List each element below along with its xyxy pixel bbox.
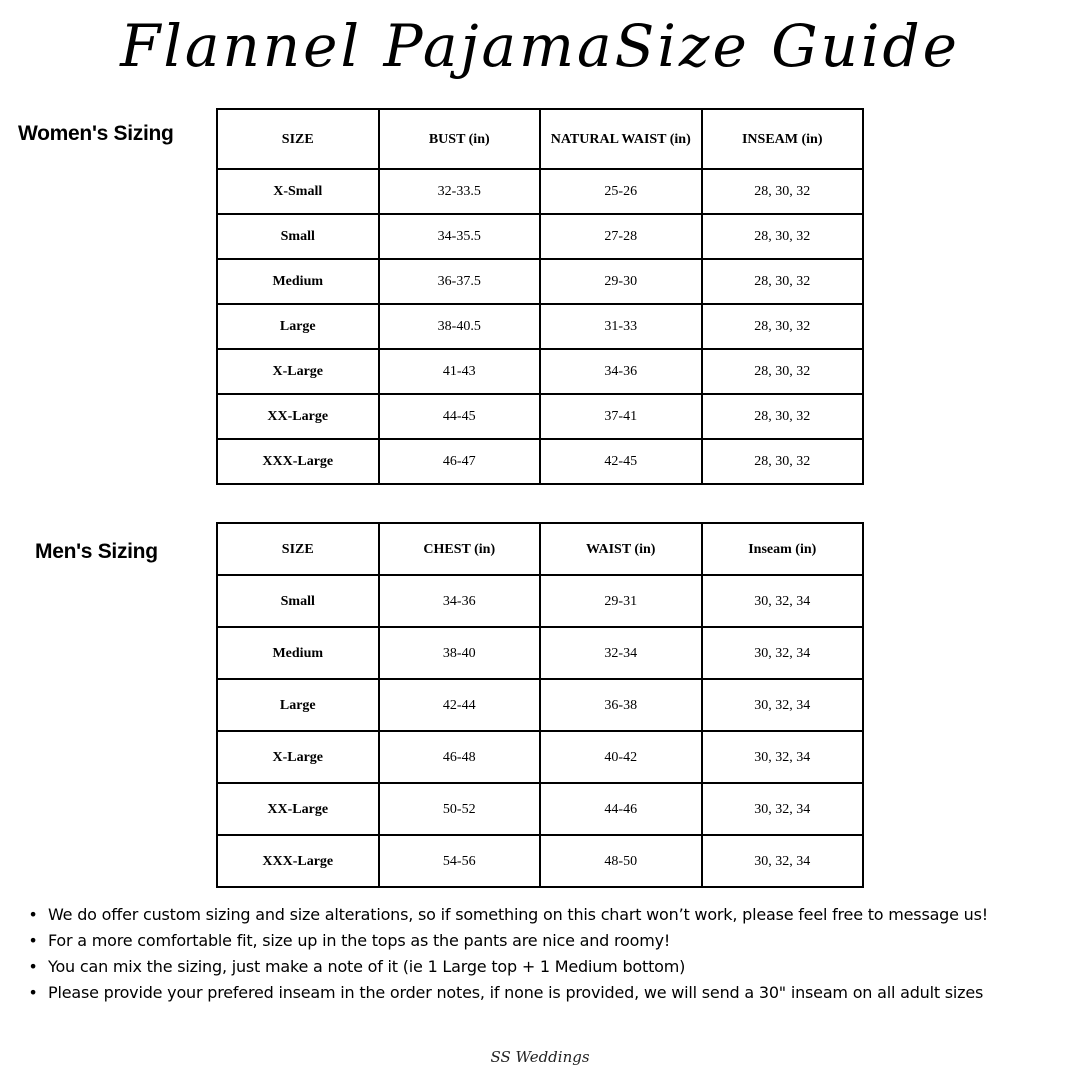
brand-footer: SS Weddings — [490, 1048, 590, 1066]
table-row — [217, 439, 863, 484]
inseam-cell: 30, 32, 34 — [702, 627, 864, 679]
inseam-cell: 28, 30, 32 — [702, 439, 864, 484]
chest-cell: 34-36 — [379, 575, 541, 627]
bust-cell: 46-47 — [379, 439, 541, 484]
table-row — [217, 214, 863, 259]
list-item — [18, 954, 988, 980]
size-cell: XXX-Large — [217, 439, 379, 484]
note-text: For a more comfortable fit, size up in the tops as the pants are nice and roomy! — [48, 931, 671, 950]
inseam-cell: 28, 30, 32 — [702, 169, 864, 214]
size-cell: Medium — [217, 627, 379, 679]
header-chest: CHEST (in) — [379, 523, 541, 575]
table-row — [217, 731, 863, 783]
waist-cell: 29-30 — [540, 259, 702, 304]
header-inseam: INSEAM (in) — [702, 109, 864, 169]
waist-cell: 42-45 — [540, 439, 702, 484]
header-waist: WAIST (in) — [540, 523, 702, 575]
chest-cell: 50-52 — [379, 783, 541, 835]
waist-cell: 32-34 — [540, 627, 702, 679]
waist-cell: 36-38 — [540, 679, 702, 731]
size-cell: Large — [217, 304, 379, 349]
inseam-cell: 28, 30, 32 — [702, 394, 864, 439]
note-text: You can mix the sizing, just make a note of it (ie 1 Large top + 1 Medium bottom) — [48, 957, 686, 976]
waist-cell: 29-31 — [540, 575, 702, 627]
table-row — [217, 394, 863, 439]
table-row — [217, 627, 863, 679]
women-section-label: Women's Sizing — [18, 122, 174, 145]
header-size: SIZE — [217, 109, 379, 169]
chest-cell: 54-56 — [379, 835, 541, 887]
bust-cell: 41-43 — [379, 349, 541, 394]
table-row — [217, 259, 863, 304]
women-size-table — [216, 108, 864, 485]
header-natural-waist: NATURAL WAIST (in) — [540, 109, 702, 169]
inseam-cell: 28, 30, 32 — [702, 304, 864, 349]
waist-cell: 27-28 — [540, 214, 702, 259]
bullet-icon: • — [28, 983, 38, 1002]
inseam-cell: 30, 32, 34 — [702, 731, 864, 783]
table-row — [217, 349, 863, 394]
bullet-icon: • — [28, 905, 38, 924]
notes-list — [18, 902, 988, 1006]
chest-cell: 46-48 — [379, 731, 541, 783]
men-section-label: Men's Sizing — [35, 540, 158, 563]
size-cell: XX-Large — [217, 783, 379, 835]
table-row — [217, 575, 863, 627]
waist-cell: 48-50 — [540, 835, 702, 887]
size-cell: Medium — [217, 259, 379, 304]
list-item — [18, 980, 988, 1006]
note-text: Please provide your prefered inseam in the order notes, if none is provided, we will send a 30" inseam on all adult sizes — [48, 983, 984, 1002]
chest-cell: 38-40 — [379, 627, 541, 679]
inseam-cell: 28, 30, 32 — [702, 259, 864, 304]
size-cell: Large — [217, 679, 379, 731]
size-cell: Small — [217, 575, 379, 627]
table-row — [217, 169, 863, 214]
waist-cell: 34-36 — [540, 349, 702, 394]
table-row — [217, 679, 863, 731]
inseam-cell: 28, 30, 32 — [702, 214, 864, 259]
bust-cell: 36-37.5 — [379, 259, 541, 304]
size-cell: X-Large — [217, 731, 379, 783]
men-size-table — [216, 522, 864, 888]
table-row — [217, 835, 863, 887]
inseam-cell: 30, 32, 34 — [702, 783, 864, 835]
inseam-cell: 30, 32, 34 — [702, 679, 864, 731]
size-cell: XX-Large — [217, 394, 379, 439]
inseam-cell: 30, 32, 34 — [702, 575, 864, 627]
chest-cell: 42-44 — [379, 679, 541, 731]
bust-cell: 44-45 — [379, 394, 541, 439]
inseam-cell: 28, 30, 32 — [702, 349, 864, 394]
list-item — [18, 902, 988, 928]
waist-cell: 44-46 — [540, 783, 702, 835]
bust-cell: 38-40.5 — [379, 304, 541, 349]
header-bust: BUST (in) — [379, 109, 541, 169]
bust-cell: 32-33.5 — [379, 169, 541, 214]
table-row — [217, 304, 863, 349]
table-row — [217, 783, 863, 835]
table-header-row — [217, 523, 863, 575]
inseam-cell: 30, 32, 34 — [702, 835, 864, 887]
header-inseam: Inseam (in) — [702, 523, 864, 575]
waist-cell: 25-26 — [540, 169, 702, 214]
size-cell: XXX-Large — [217, 835, 379, 887]
bullet-icon: • — [28, 931, 38, 950]
size-cell: X-Small — [217, 169, 379, 214]
size-cell: Small — [217, 214, 379, 259]
waist-cell: 40-42 — [540, 731, 702, 783]
waist-cell: 31-33 — [540, 304, 702, 349]
header-size: SIZE — [217, 523, 379, 575]
page-title: Flannel PajamaSize Guide — [120, 12, 960, 80]
size-cell: X-Large — [217, 349, 379, 394]
bullet-icon: • — [28, 957, 38, 976]
bust-cell: 34-35.5 — [379, 214, 541, 259]
waist-cell: 37-41 — [540, 394, 702, 439]
note-text: We do offer custom sizing and size alterations, so if something on this chart won’t work, please feel free to message us! — [48, 905, 988, 924]
table-header-row — [217, 109, 863, 169]
list-item — [18, 928, 988, 954]
